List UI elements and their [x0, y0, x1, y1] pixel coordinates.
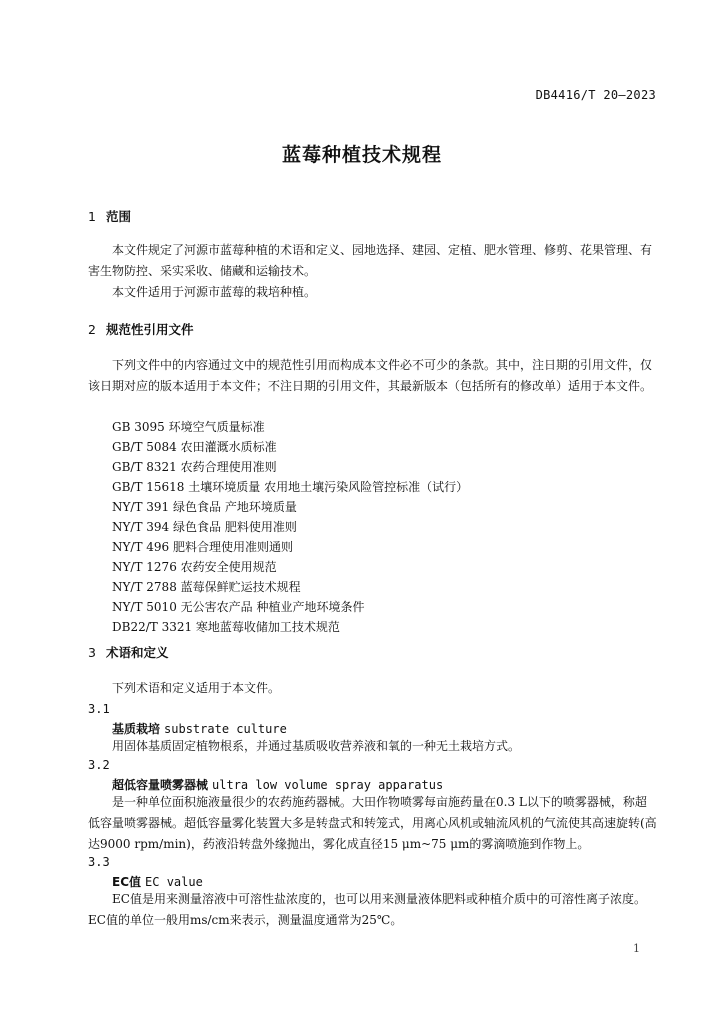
reference-item: DB22/T 3321 寒地蓝莓收储加工技术规范: [112, 620, 340, 634]
section-title: 术语和定义: [106, 645, 169, 660]
term-english: substrate culture: [164, 722, 287, 736]
scope-paragraph-1: 本文件规定了河源市蓝莓种植的术语和定义、园地选择、建园、定植、肥水管理、修剪、花果管理、有害生物防控、采实采收、储藏和运输技术。: [88, 243, 653, 278]
document-number: DB4416/T 20—2023: [535, 88, 656, 102]
term-title: [112, 873, 203, 890]
term-chinese: EC值: [112, 875, 142, 889]
term-definition: 是一种单位面积施液量很少的农药施药器械。大田作物喷雾每亩施药量在0.3 L以下的喷雾器械，称超低容量喷雾器械。超低容量雾化装置大多是转盘式和转笼式，用离心风机或轴流风机的气流使其高速旋转(高达9000 rpm/min)，药液沿转盘外缘抛出，雾化成直径15 μm~75 μm的雾滴喷施到作物上。: [88, 795, 657, 851]
reference-item: NY/T 496 肥料合理使用准则通则: [112, 540, 294, 554]
term-title: [112, 776, 443, 793]
terms-intro: 下列术语和定义适用于本文件。: [112, 681, 281, 695]
term-number: 3.2: [88, 758, 110, 772]
reference-item: GB/T 8321 农药合理使用准则: [112, 460, 277, 474]
term-number: 3.3: [88, 855, 110, 869]
section-number: 2: [88, 322, 96, 337]
term-english: ultra low volume spray apparatus: [212, 778, 444, 792]
section-number: 1: [88, 209, 96, 224]
term-chinese: 基质栽培: [112, 722, 161, 736]
reference-item: NY/T 5010 无公害农产品 种植业产地环境条件: [112, 600, 365, 614]
term-definition: EC值是用来测量溶液中可溶性盐浓度的，也可以用来测量液体肥料或种植介质中的可溶性离子浓度。EC值的单位一般用ms/cm来表示，测量温度通常为25℃。: [88, 892, 646, 927]
section-title: 范围: [106, 209, 132, 224]
reference-item: GB 3095 环境空气质量标准: [112, 420, 265, 434]
reference-item: NY/T 391 绿色食品 产地环境质量: [112, 500, 297, 514]
section-heading-terms-definitions: [88, 643, 169, 661]
section-heading-scope: [88, 207, 131, 225]
term-definition: 用固体基质固定植物根系，并通过基质吸收营养液和氧的一种无土栽培方式。: [112, 739, 521, 753]
scope-paragraph-2: 本文件适用于河源市蓝莓的栽培种植。: [112, 285, 317, 299]
page-number: 1: [633, 942, 640, 955]
reference-item: NY/T 394 绿色食品 肥料使用准则: [112, 520, 297, 534]
section-number: 3: [88, 645, 96, 660]
reference-item: NY/T 2788 蓝莓保鲜贮运技术规程: [112, 580, 301, 594]
term-chinese: 超低容量喷雾器械: [112, 778, 209, 792]
references-intro: 下列文件中的内容通过文中的规范性引用而构成本文件必不可少的条款。其中，注日期的引用文件，仅该日期对应的版本适用于本文件；不注日期的引用文件，其最新版本（包括所有的修改单）适用于本文件。: [88, 358, 653, 393]
reference-item: NY/T 1276 农药安全使用规范: [112, 560, 277, 574]
section-title: 规范性引用文件: [106, 322, 194, 337]
term-number: 3.1: [88, 702, 110, 716]
section-heading-normative-references: [88, 320, 194, 338]
reference-item: GB/T 5084 农田灌溉水质标准: [112, 440, 277, 454]
document-title: 蓝莓种植技术规程: [281, 144, 442, 166]
term-title: [112, 720, 287, 737]
reference-item: GB/T 15618 土壤环境质量 农用地土壤污染风险管控标准（试行）: [112, 480, 469, 494]
term-english: EC value: [145, 875, 203, 889]
